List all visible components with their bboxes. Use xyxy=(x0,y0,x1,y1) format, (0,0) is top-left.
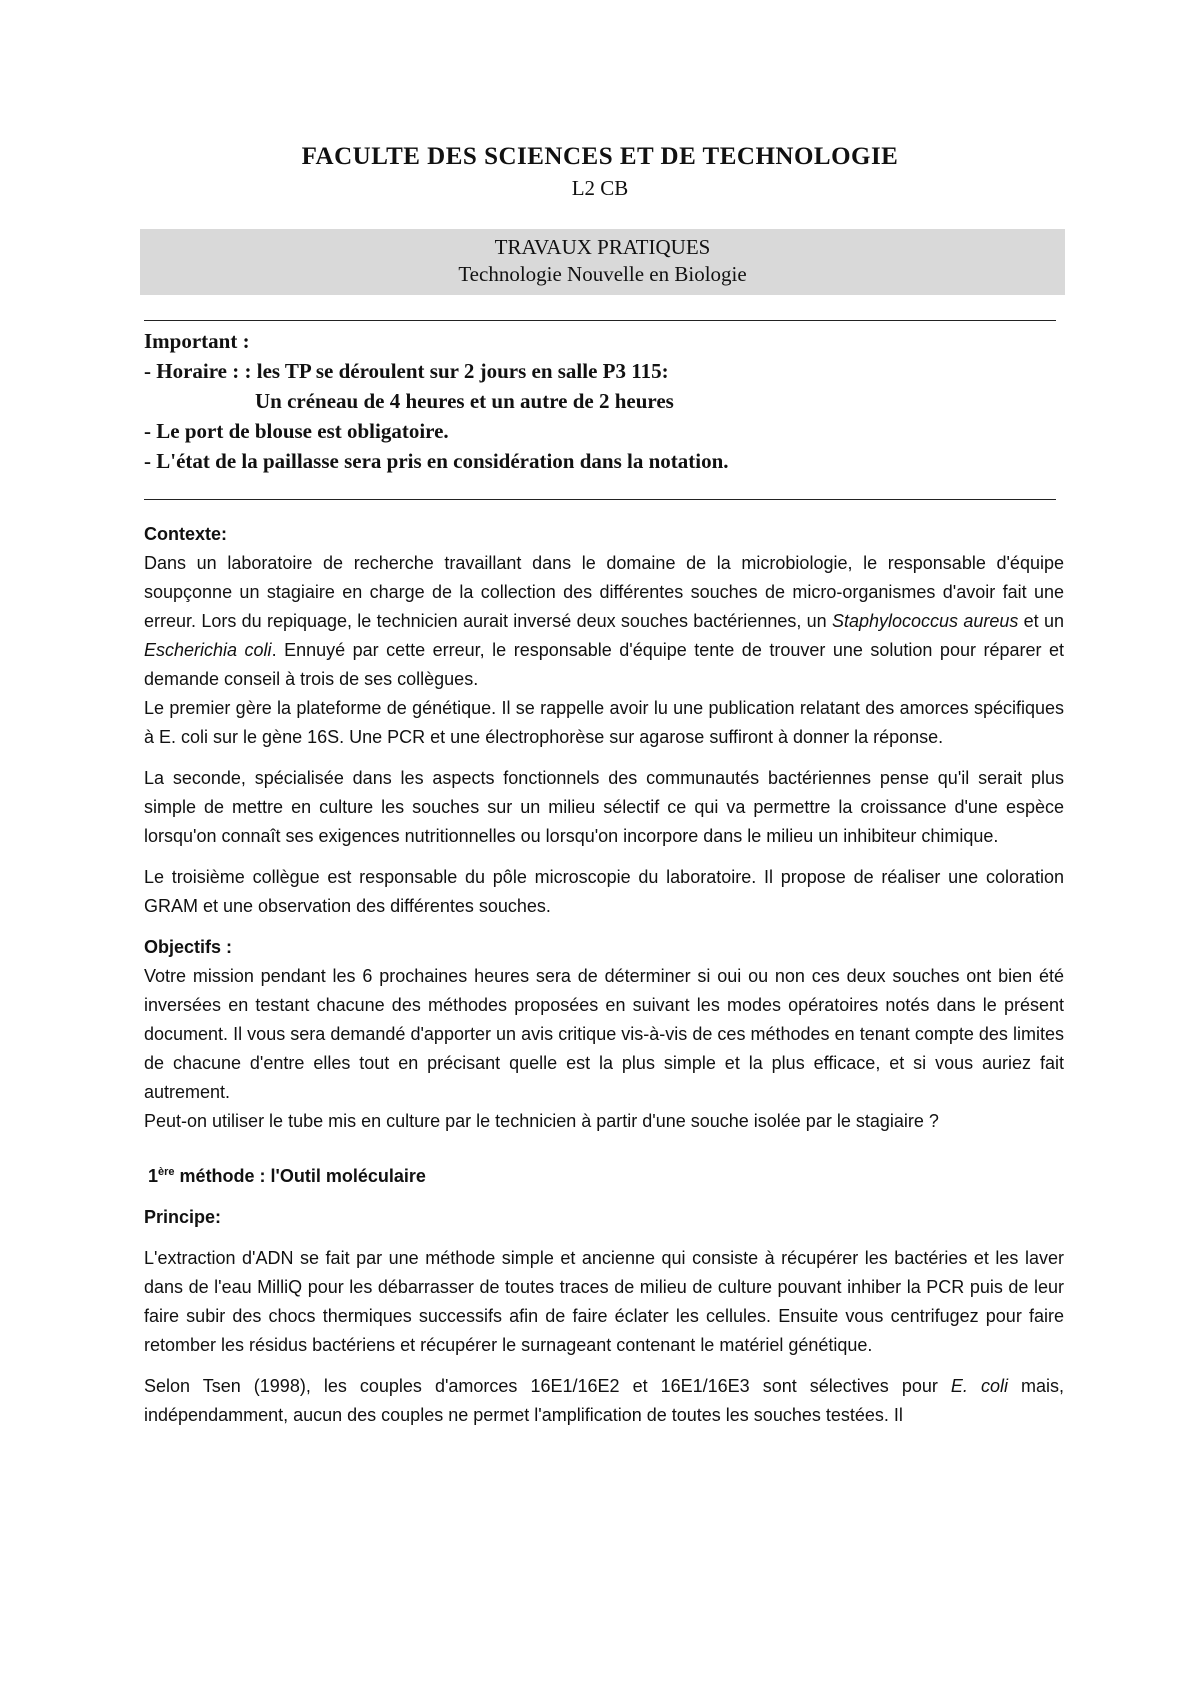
contexte-p1-text-c: . Ennuyé par cette erreur, le responsable d'équipe tente de trouver une solution pour réparer et demande conseil à trois de ses collègues. xyxy=(144,640,1064,689)
methode-1-number: 1 xyxy=(148,1166,159,1186)
important-line-3: - Le port de blouse est obligatoire. xyxy=(144,419,449,443)
contexte-paragraph-4: Le troisième collègue est responsable du pôle microscopie du laboratoire. Il propose de réaliser une coloration GRAM et une observation des différentes souches. xyxy=(144,867,1064,916)
principe-p2-text-b: mais, indépendamment, aucun des couples ne permet l'amplification de toutes les souches testées. Il xyxy=(144,1376,1064,1425)
principe-p2-text-a: Selon Tsen (1998), les couples d'amorces 16E1/16E2 et 16E1/16E3 sont sélectives pour xyxy=(144,1376,951,1396)
methode-1-sup: ère xyxy=(158,1166,175,1178)
level-label: L2 CB xyxy=(571,176,629,200)
principe-heading: Principe: xyxy=(144,1207,222,1227)
faculty-title: FACULTE DES SCIENCES ET DE TECHNOLOGIE xyxy=(301,143,899,170)
contexte-paragraph-2: Le premier gère la plateforme de génétique. Il se rappelle avoir lu une publication relatant des amorces spécifiques à E. coli sur le gène 16S. Une PCR et une électrophorèse sur agarose suffiront à donner la réponse. xyxy=(144,698,1064,747)
objectifs-heading: Objectifs : xyxy=(144,937,233,957)
divider-bottom xyxy=(144,499,1056,500)
contexte-p1-text-a: Dans un laboratoire de recherche travaillant dans le domaine de la microbiologie, le responsable d'équipe soupçonne un stagiaire en charge de la collection des différentes souches de micro-organismes d'avoir fait une erreur. Lors du repiquage, le technicien aurait inversé deux souches bactériennes, un xyxy=(144,553,1064,631)
important-line-2: Un créneau de 4 heures et un autre de 2 heures xyxy=(255,389,674,413)
contexte-p1-text-b: et un xyxy=(1018,611,1064,631)
contexte-heading: Contexte: xyxy=(144,524,228,544)
important-line-4: - L'état de la paillasse sera pris en considération dans la notation. xyxy=(144,449,729,473)
species-e-coli: E. coli xyxy=(950,1376,1008,1396)
species-escherichia: Escherichia coli xyxy=(144,640,272,660)
box-subtitle: Technologie Nouvelle en Biologie xyxy=(458,262,747,286)
principe-paragraph-2 xyxy=(144,1372,1064,1430)
contexte-paragraph-3: La seconde, spécialisée dans les aspects fonctionnels des communautés bactériennes pense qu'il serait plus simple de mettre en culture les souches sur un milieu sélectif ce qui va permettre la croissance d'une espèce lorsqu'on connaît ses exigences nutritionnelles ou lorsqu'on incorpore dans le milieu un inhibiteur chimique. xyxy=(144,768,1064,846)
objectifs-paragraph-1: Votre mission pendant les 6 prochaines heures sera de déterminer si oui ou non ces deux souches ont bien été inversées en testant chacune des méthodes proposées en suivant les modes opératoires notés dans le présent document. Il vous sera demandé d'apporter un avis critique vis-à-vis de ces méthodes en tenant compte des limites de chacune d'entre elles tout en précisant quelle est la plus simple et la plus efficace, et si vous auriez fait autrement. xyxy=(144,966,1064,1102)
methode-1-heading xyxy=(144,1158,1064,1191)
important-section xyxy=(144,326,1064,476)
important-line-1: - Horaire : : les TP se déroulent sur 2 jours en salle P3 115: xyxy=(144,359,669,383)
title-box xyxy=(140,229,1065,295)
box-title: TRAVAUX PRATIQUES xyxy=(494,235,711,259)
methode-1-title: méthode : l'Outil moléculaire xyxy=(174,1166,426,1186)
contexte-paragraph-1 xyxy=(144,549,1064,694)
principe-paragraph-1: L'extraction d'ADN se fait par une méthode simple et ancienne qui consiste à récupérer les bactéries et les laver dans de l'eau MilliQ pour les débarrasser de toutes traces de milieu de culture pouvant inhiber la PCR puis de leur faire subir des chocs thermiques successifs afin de faire éclater les cellules. Ensuite vous centrifugez pour faire retomber les résidus bactériens et récupérer le surnageant contenant le matériel génétique. xyxy=(144,1248,1064,1355)
objectifs-paragraph-2: Peut-on utiliser le tube mis en culture par le technicien à partir d'une souche isolée par le stagiaire ? xyxy=(144,1111,939,1131)
document-body xyxy=(144,520,1064,1430)
species-staphylococcus: Staphylococcus aureus xyxy=(831,611,1019,631)
important-heading: Important : xyxy=(144,329,250,353)
divider-top xyxy=(144,320,1056,321)
